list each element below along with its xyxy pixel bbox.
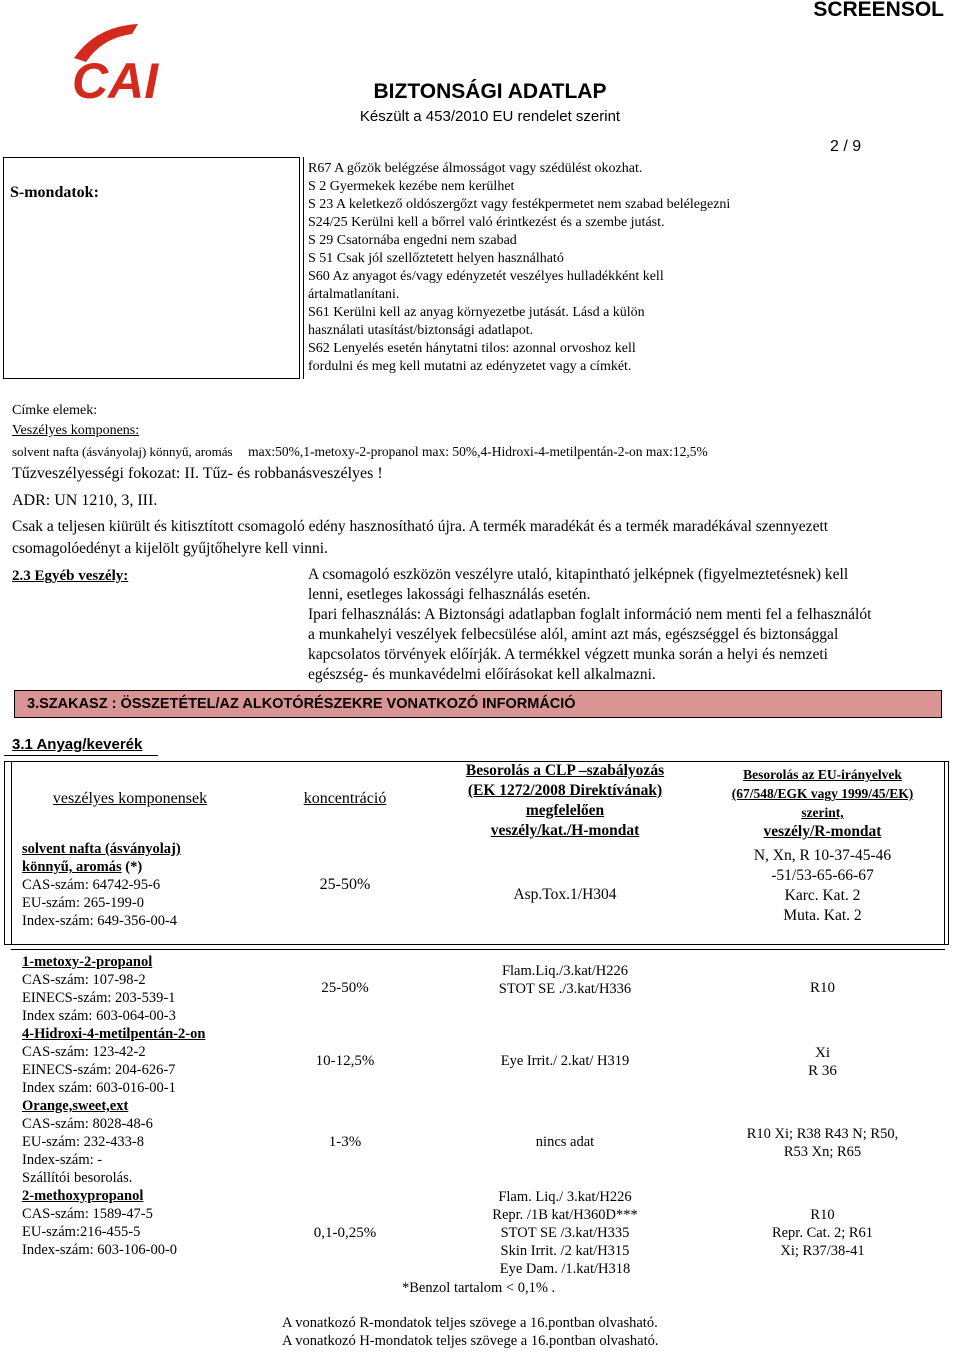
label-elements-title: Címke elemek: (12, 403, 98, 418)
s-phrase-line: S61 Kerülni kell az anyag környezetbe jutását. Lásd a külön (308, 305, 645, 320)
eu-value (700, 1206, 945, 1260)
benzene-note: *Benzol tartalom < 0,1% . (402, 1280, 556, 1296)
other-hazard-line: lenni, esetleges lakossági felhasználás esetén. (308, 586, 591, 603)
svg-text:CAI: CAI (72, 53, 159, 102)
component-note: (*) (121, 859, 143, 875)
clp-line: Eye Dam. /1.kat/H318 (499, 1261, 631, 1277)
fire-class: Tűzveszélyességi fokozat: II. Tűz- és robbanásveszélyes ! (12, 465, 383, 482)
section-3-header (14, 690, 942, 718)
eu-header-line: veszély/R-mondat (763, 823, 882, 840)
s-phrase-line: S62 Lenyelés esetén hánytatni tilos: azonnal orvoshoz kell (308, 341, 636, 356)
s-phrase-line: S 29 Csatornába engedni nem szabad (308, 233, 517, 248)
other-hazard-line: kapcsolatos törvények előírják. A termékkel végzett munka során a helyi és nemzeti (308, 646, 828, 663)
eu-line: R 36 (808, 1063, 837, 1079)
clp-value: Eye Irrit./ 2.kat/ H319 (500, 1053, 630, 1069)
eu-value (700, 846, 945, 926)
clp-line: STOT SE /3.kat/H335 (500, 1225, 630, 1241)
eu-header-line: szerint, (801, 805, 844, 820)
eu-value (700, 1044, 945, 1080)
clp-value: nincs adat (535, 1134, 595, 1150)
eu-line: Karc. Kat. 2 (784, 887, 861, 904)
eu-line: Repr. Cat. 2; R61 (771, 1225, 874, 1241)
s-phrase-line: fordulni és meg kell mutatni az edényzetet vagy a címkét. (308, 359, 632, 374)
component-id: Index szám: 603-064-00-3 (22, 1008, 176, 1024)
clp-value: Asp.Tox.1/H304 (513, 886, 617, 903)
s-phrase-line: R67 A gőzök belégzése álmosságot vagy szédülést okozhat. (308, 161, 643, 176)
component-id: Index-szám: 649-356-00-4 (22, 913, 178, 929)
concentration-value: 0,1-0,25% (313, 1225, 377, 1241)
clp-header-line: veszély/kat./H-mondat (490, 822, 640, 839)
component-id: Index-szám: - (22, 1152, 103, 1168)
component-id: CAS-szám: 8028-48-6 (22, 1116, 153, 1132)
s-phrases-list (308, 160, 730, 376)
eu-value (700, 1125, 945, 1161)
other-hazard-line: A csomagoló eszközön veszélyre utaló, kitapintható jelképnek (figyelmeztetésnek) kell (308, 566, 849, 583)
s-phrase-line: S 2 Gyermekek kezébe nem kerülhet (308, 179, 515, 194)
component-name: könnyű, aromás (22, 859, 122, 875)
eu-line: N, Xn, R 10-37-45-46 (753, 847, 892, 864)
eu-header-line: Besorolás az EU-irányelvek (743, 767, 902, 782)
component-id: Index-szám: 603-106-00-0 (22, 1242, 178, 1258)
reuse-note-2: csomagolóedényt a kijelölt gyűjtőhelyre kell vinni. (12, 540, 328, 557)
s-phrase-line: ártalmatlanítani. (308, 287, 400, 302)
component-id: EU-szám: 232-433-8 (22, 1134, 145, 1150)
eu-line: Xi; R37/38-41 (780, 1243, 865, 1259)
clp-line: STOT SE ./3.kat/H336 (498, 981, 632, 997)
section-3-title: 3.SZAKASZ : ÖSSZETÉTEL/AZ ALKOTÓRÉSZEKRE VONATKOZÓ INFORMÁCIÓ (27, 696, 576, 712)
s-phrase-line: S24/25 Kerülni kell a bőrrel való érintkezést és a szembe jutást. (308, 215, 665, 230)
adr-code: ADR: UN 1210, 3, III. (12, 492, 158, 509)
document-subtitle: Készült a 453/2010 EU rendelet szerint (359, 108, 621, 125)
eu-line: R10 (810, 1207, 835, 1223)
eu-line: R53 Xn; R65 (783, 1144, 862, 1160)
hazardous-components (12, 443, 708, 462)
component-name: Orange,sweet,ext (22, 1098, 129, 1114)
other-hazard-line: Ipari felhasználás: A Biztonsági adatlapban foglalt információ nem menti fel a felhasználót (308, 606, 872, 623)
clp-line: Repr. /1B kat/H360D*** (492, 1207, 638, 1223)
company-logo (66, 18, 186, 102)
product-name: SCREENSOL (813, 0, 944, 21)
col-header-concentration: koncentráció (303, 790, 387, 807)
s-phrase-line: S 51 Csak jól szellőztetett helyen használható (308, 251, 564, 266)
eu-line: Muta. Kat. 2 (783, 907, 862, 924)
concentration-value: 10-12,5% (315, 1053, 375, 1069)
component-name: 2-methoxypropanol (22, 1188, 144, 1204)
clp-value (430, 962, 700, 998)
component-id: EINECS-szám: 204-626-7 (22, 1062, 176, 1078)
eu-line: Xi (815, 1045, 830, 1061)
s-phrase-line: használati utasítást/biztonsági adatlapot. (308, 323, 534, 338)
component-name: 4-Hidroxi-4-metilpentán-2-on (22, 1026, 206, 1042)
component-id: EU-szám:216-455-5 (22, 1224, 141, 1240)
concentration-value: 25-50% (319, 876, 371, 893)
clp-header-line: (EK 1272/2008 Direktívának) (467, 782, 663, 799)
s-phrase-line: S 23 A keletkező oldószergőzt vagy festékpermetet nem szabad belélegezni (308, 197, 731, 212)
component-id: Index szám: 603-016-00-1 (22, 1080, 176, 1096)
hazardous-component-title: Veszélyes komponens: (12, 423, 140, 438)
concentration-value: 1-3% (328, 1134, 362, 1150)
clp-header-line: megfelelően (525, 802, 605, 819)
component-id: CAS-szám: 123-42-2 (22, 1044, 146, 1060)
table-footer (282, 1314, 659, 1350)
footer-line: A vonatkozó H-mondatok teljes szövege a 16.pontban olvasható. (282, 1333, 659, 1349)
col-header-components: veszélyes komponensek (52, 790, 208, 807)
hazardous-components-b: max:50%,1-metoxy-2-propanol max: 50%,4-Hidroxi-4-metilpentán-2-on max:12,5% (248, 444, 708, 459)
clp-line: Skin Irrit. /2 kat/H315 (500, 1243, 630, 1259)
document-title: BIZTONSÁGI ADATLAP (373, 80, 607, 103)
component-id: EINECS-szám: 203-539-1 (22, 990, 176, 1006)
reuse-note-1: Csak a teljesen kiürült és kitisztított csomagoló edény hasznosítható újra. A termék maradékát és a termék maradékával szennyezett (12, 518, 829, 535)
clp-line: Flam.Liq./3.kat/H226 (501, 963, 629, 979)
component-id: CAS-szám: 107-98-2 (22, 972, 146, 988)
eu-line: R10 Xi; R38 R43 N; R50, (746, 1126, 899, 1142)
component-name: solvent nafta (ásványolaj) (22, 841, 181, 857)
component-id: CAS-szám: 64742-95-6 (22, 877, 161, 893)
component-id: Szállítói besorolás. (22, 1170, 133, 1186)
other-hazard-line: a munkahelyi veszélyek felbecsülése alól, amint azt más, egészséggel és biztonsággal (308, 626, 839, 643)
footer-line: A vonatkozó R-mondatok teljes szövege a 16.pontban olvasható. (282, 1315, 658, 1331)
component-id: EU-szám: 265-199-0 (22, 895, 145, 911)
hazardous-components-a: solvent nafta (ásványolaj) könnyű, aromás (12, 444, 233, 459)
subsection-3-1: 3.1 Anyag/keverék (12, 736, 143, 753)
eu-line: -51/53-65-66-67 (771, 867, 874, 884)
other-hazard-label: 2.3 Egyéb veszély: (12, 568, 129, 584)
clp-line: Flam. Liq./ 3.kat/H226 (498, 1189, 632, 1205)
eu-value: R10 (809, 980, 835, 996)
other-hazard-text (308, 565, 871, 685)
col-header-eu (700, 765, 945, 841)
clp-value (430, 1188, 700, 1278)
table-row (22, 953, 205, 1259)
s-phrases-label: S-mondatok: (10, 184, 99, 201)
page-number: 2 / 9 (830, 138, 862, 155)
col-header-clp (430, 761, 700, 841)
clp-header-line: Besorolás a CLP –szabályozás (465, 762, 665, 779)
s-phrase-line: S60 Az anyagot és/vagy edényzetét veszélyes hulladékként kell (308, 269, 664, 284)
table-row (22, 840, 181, 930)
eu-header-line: (67/548/EGK vagy 1999/45/EK) (731, 786, 914, 801)
component-name: 1-metoxy-2-propanol (22, 954, 153, 970)
concentration-value: 25-50% (321, 980, 369, 996)
other-hazard-line: egészség- és munkavédelmi előírásokat kell alkalmazni. (308, 666, 656, 683)
component-id: CAS-szám: 1589-47-5 (22, 1206, 153, 1222)
